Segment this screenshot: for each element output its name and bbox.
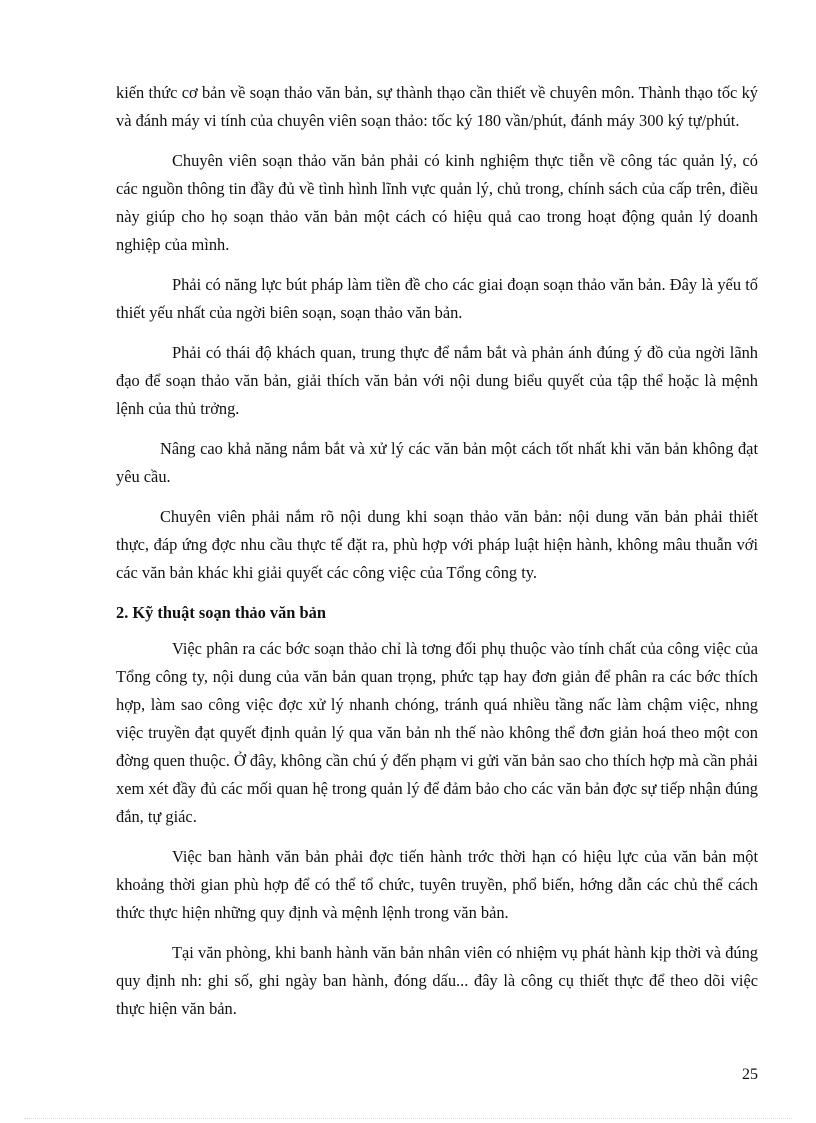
paragraph: Tại văn phòng, khi banh hành văn bản nhân viên có nhiệm vụ phát hành kịp thời và đúng quy định nh: ghi số, ghi ngày ban hành, đóng dấu... đây là công cụ thiết thực để theo dõi việc thực hiện văn bản. [116, 943, 758, 1018]
paragraph: Chuyên viên phải nắm rõ nội dung khi soạn thảo văn bản: nội dung văn bản phải thiết thực, đáp ứng đợc nhu cầu thực tế đặt ra, phù hợp với pháp luật hiện hành, không mâu thuẫn với các văn bản khác khi giải quyết các công việc của Tổng công ty. [116, 507, 758, 582]
paragraph: Phải có thái độ khách quan, trung thực để nắm bắt và phản ánh đúng ý đồ của ngời lãnh đạo để soạn thảo văn bản, giải thích văn bản với nội dung biểu quyết của tập thể hoặc là mệnh lệnh của thủ trởng. [116, 343, 758, 418]
paragraph: Nâng cao khả năng nắm bắt và xử lý các văn bản một cách tốt nhất khi văn bản không đạt yêu cầu. [116, 439, 758, 486]
section-heading: 2. Kỹ thuật soạn thảo văn bản [116, 603, 326, 622]
page-number: 25 [742, 1066, 758, 1083]
footer-divider [24, 1118, 792, 1119]
paragraph: Việc ban hành văn bản phải đợc tiến hành trớc thời hạn có hiệu lực của văn bản một khoảng thời gian phù hợp để có thể tổ chức, tuyên truyền, phổ biến, hớng dẫn các chủ thể cách thức thực hiện những quy định và mệnh lệnh trong văn bản. [116, 847, 758, 922]
paragraph: Phải có năng lực bút pháp làm tiền đề cho các giai đoạn soạn thảo văn bản. Đây là yếu tố thiết yếu nhất của ngời biên soạn, soạn thảo văn bản. [116, 275, 758, 322]
paragraph: Chuyên viên soạn thảo văn bản phải có kinh nghiệm thực tiễn về công tác quản lý, có các nguồn thông tin đầy đủ về tình hình lĩnh vực quản lý, chủ trong, chính sách của cấp trên, điều này giúp cho họ soạn thảo văn bản một cách có hiệu quả cao trong hoạt động quản lý doanh nghiệp của mình. [116, 151, 758, 254]
paragraph: Việc phân ra các bớc soạn thảo chỉ là tơng đối phụ thuộc vào tính chất của công việc của Tổng công ty, nội dung của văn bản quan trọng, phức tạp hay đơn giản để phân ra các bớc thích hợp, làm sao công việc đợc xử lý nhanh chóng, tránh quá nhiều tầng nấc làm chậm việc, nhng việc truyền đạt quyết định quản lý qua văn bản nh thế nào không thể đơn giản hoá theo một con đờng quen thuộc. Ở đây, không cần chú ý đến phạm vi gửi văn bản sao cho thích hợp mà cần phải xem xét đầy đủ các mối quan hệ trong quản lý để đảm bảo cho các văn bản đợc sự tiếp nhận đúng đắn, tự giác. [116, 639, 758, 826]
document-page [116, 79, 758, 1035]
paragraph: kiến thức cơ bản về soạn thảo văn bản, sự thành thạo cần thiết về chuyên môn. Thành thạo tốc ký và đánh máy vi tính của chuyên viên soạn thảo: tốc ký 180 vần/phút, đánh máy 300 ký tự/phút. [116, 83, 758, 130]
